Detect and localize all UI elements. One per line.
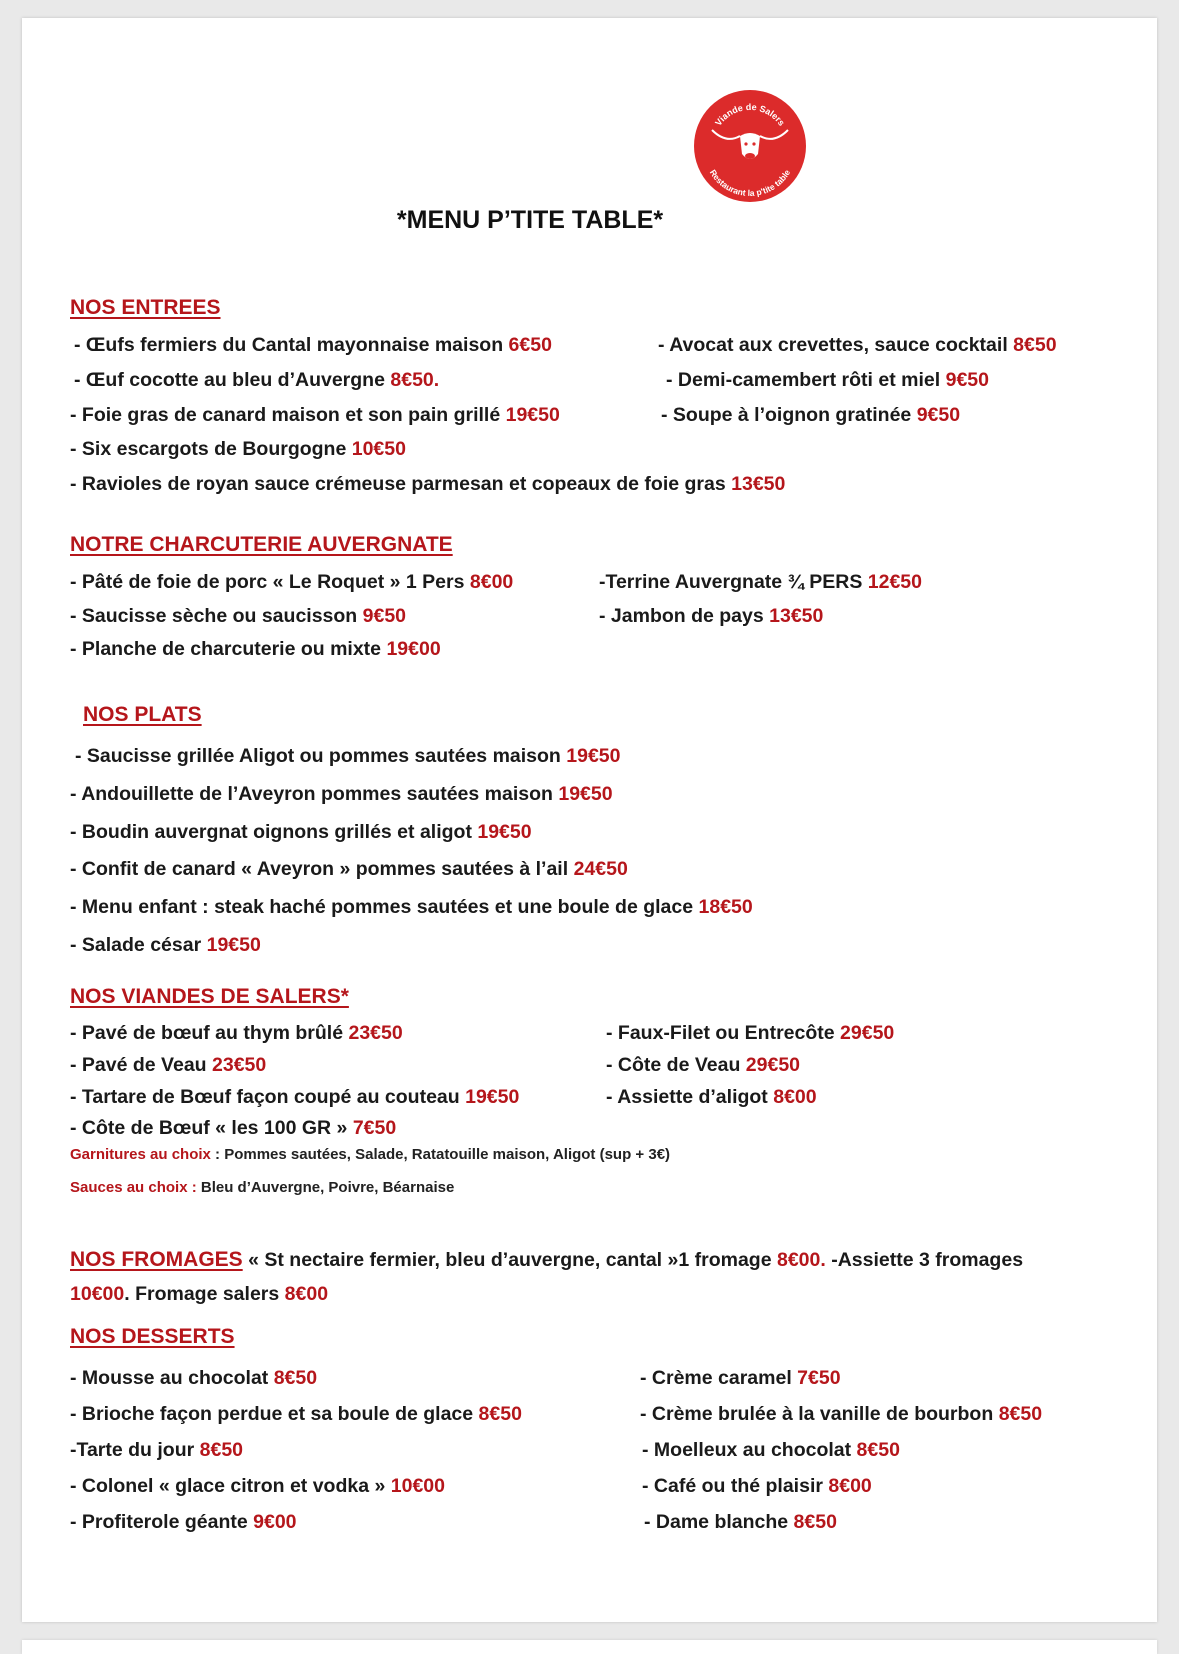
menu-item: - Foie gras de canard maison et son pain grillé 19€50 — [70, 404, 560, 426]
fromages-line-2: 10€00. Fromage salers 8€00 — [70, 1283, 329, 1305]
garnitures-note: Garnitures au choix : Pommes sautées, Salade, Ratatouille maison, Aligot (sup + 3€) — [70, 1146, 671, 1163]
menu-item: - Pâté de foie de porc « Le Roquet » 1 Pers 8€00 — [70, 571, 514, 593]
menu-item: - Faux-Filet ou Entrecôte 29€50 — [606, 1022, 895, 1044]
section-heading-charcuterie: NOTRE CHARCUTERIE AUVERGNATE — [70, 533, 453, 556]
menu-item: - Tartare de Bœuf façon coupé au couteau 19€50 — [70, 1086, 520, 1108]
menu-item: - Côte de Veau 29€50 — [606, 1054, 801, 1076]
menu-item: - Pavé de Veau 23€50 — [70, 1054, 267, 1076]
section-heading-plats: NOS PLATS — [83, 703, 202, 726]
svg-text:Viande de Salers: Viande de Salers — [713, 101, 787, 128]
section-heading-viandes: NOS VIANDES DE SALERS* — [70, 985, 349, 1008]
svg-text:Restaurant la p'tite table: Restaurant la p'tite table — [707, 167, 793, 199]
menu-item: -Terrine Auvergnate ¾ PERS 12€50 — [599, 571, 922, 593]
menu-item: - Avocat aux crevettes, sauce cocktail 8€50 — [658, 334, 1057, 356]
menu-item: - Boudin auvergnat oignons grillés et aligot 19€50 — [70, 821, 532, 843]
menu-item: - Assiette d’aligot 8€00 — [606, 1086, 817, 1108]
menu-item: - Pavé de bœuf au thym brûlé 23€50 — [70, 1022, 403, 1044]
menu-item: - Moelleux au chocolat 8€50 — [642, 1439, 900, 1461]
menu-item: - Œuf cocotte au bleu d’Auvergne 8€50. — [74, 369, 440, 391]
section-heading-entrees: NOS ENTREES — [70, 296, 221, 319]
menu-item: - Colonel « glace citron et vodka » 10€00 — [70, 1475, 445, 1497]
menu-item: - Crème brulée à la vanille de bourbon 8€50 — [640, 1403, 1043, 1425]
menu-item: - Mousse au chocolat 8€50 — [70, 1367, 318, 1389]
menu-item: - Dame blanche 8€50 — [644, 1511, 837, 1533]
restaurant-logo — [692, 88, 808, 204]
menu-item: - Saucisse grillée Aligot ou pommes sautées maison 19€50 — [75, 745, 621, 767]
sauces-note: Sauces au choix : Bleu d’Auvergne, Poivre, Béarnaise — [70, 1179, 455, 1196]
menu-title: *MENU P’TITE TABLE* — [396, 206, 664, 234]
menu-item: - Œufs fermiers du Cantal mayonnaise maison 6€50 — [74, 334, 552, 356]
fromages-line-1: NOS FROMAGES « St nectaire fermier, bleu d’auvergne, cantal »1 fromage 8€00. -Assiette 3 fromages — [70, 1248, 1024, 1271]
menu-item: -Tarte du jour 8€50 — [70, 1439, 244, 1461]
menu-item: - Planche de charcuterie ou mixte 19€00 — [70, 638, 441, 660]
menu-item: - Confit de canard « Aveyron » pommes sautées à l’ail 24€50 — [70, 858, 628, 880]
menu-item: - Soupe à l’oignon gratinée 9€50 — [661, 404, 961, 426]
menu-item: - Café ou thé plaisir 8€00 — [642, 1475, 872, 1497]
section-heading-fromages: NOS FROMAGES — [70, 1248, 243, 1271]
menu-item: - Jambon de pays 13€50 — [599, 605, 824, 627]
menu-item: - Côte de Bœuf « les 100 GR » 7€50 — [70, 1117, 397, 1139]
menu-item: - Ravioles de royan sauce crémeuse parmesan et copeaux de foie gras 13€50 — [70, 473, 786, 495]
menu-item: - Menu enfant : steak haché pommes sautées et une boule de glace 18€50 — [70, 896, 753, 918]
menu-item: - Six escargots de Bourgogne 10€50 — [70, 438, 406, 460]
menu-item: - Salade césar 19€50 — [70, 934, 261, 956]
menu-item: - Demi-camembert rôti et miel 9€50 — [666, 369, 989, 391]
section-heading-desserts: NOS DESSERTS — [70, 1325, 235, 1348]
menu-item: - Andouillette de l’Aveyron pommes sautées maison 19€50 — [70, 783, 613, 805]
menu-item: - Brioche façon perdue et sa boule de glace 8€50 — [70, 1403, 522, 1425]
menu-item: - Saucisse sèche ou saucisson 9€50 — [70, 605, 407, 627]
menu-item: - Crème caramel 7€50 — [640, 1367, 841, 1389]
menu-item: - Profiterole géante 9€00 — [70, 1511, 297, 1533]
